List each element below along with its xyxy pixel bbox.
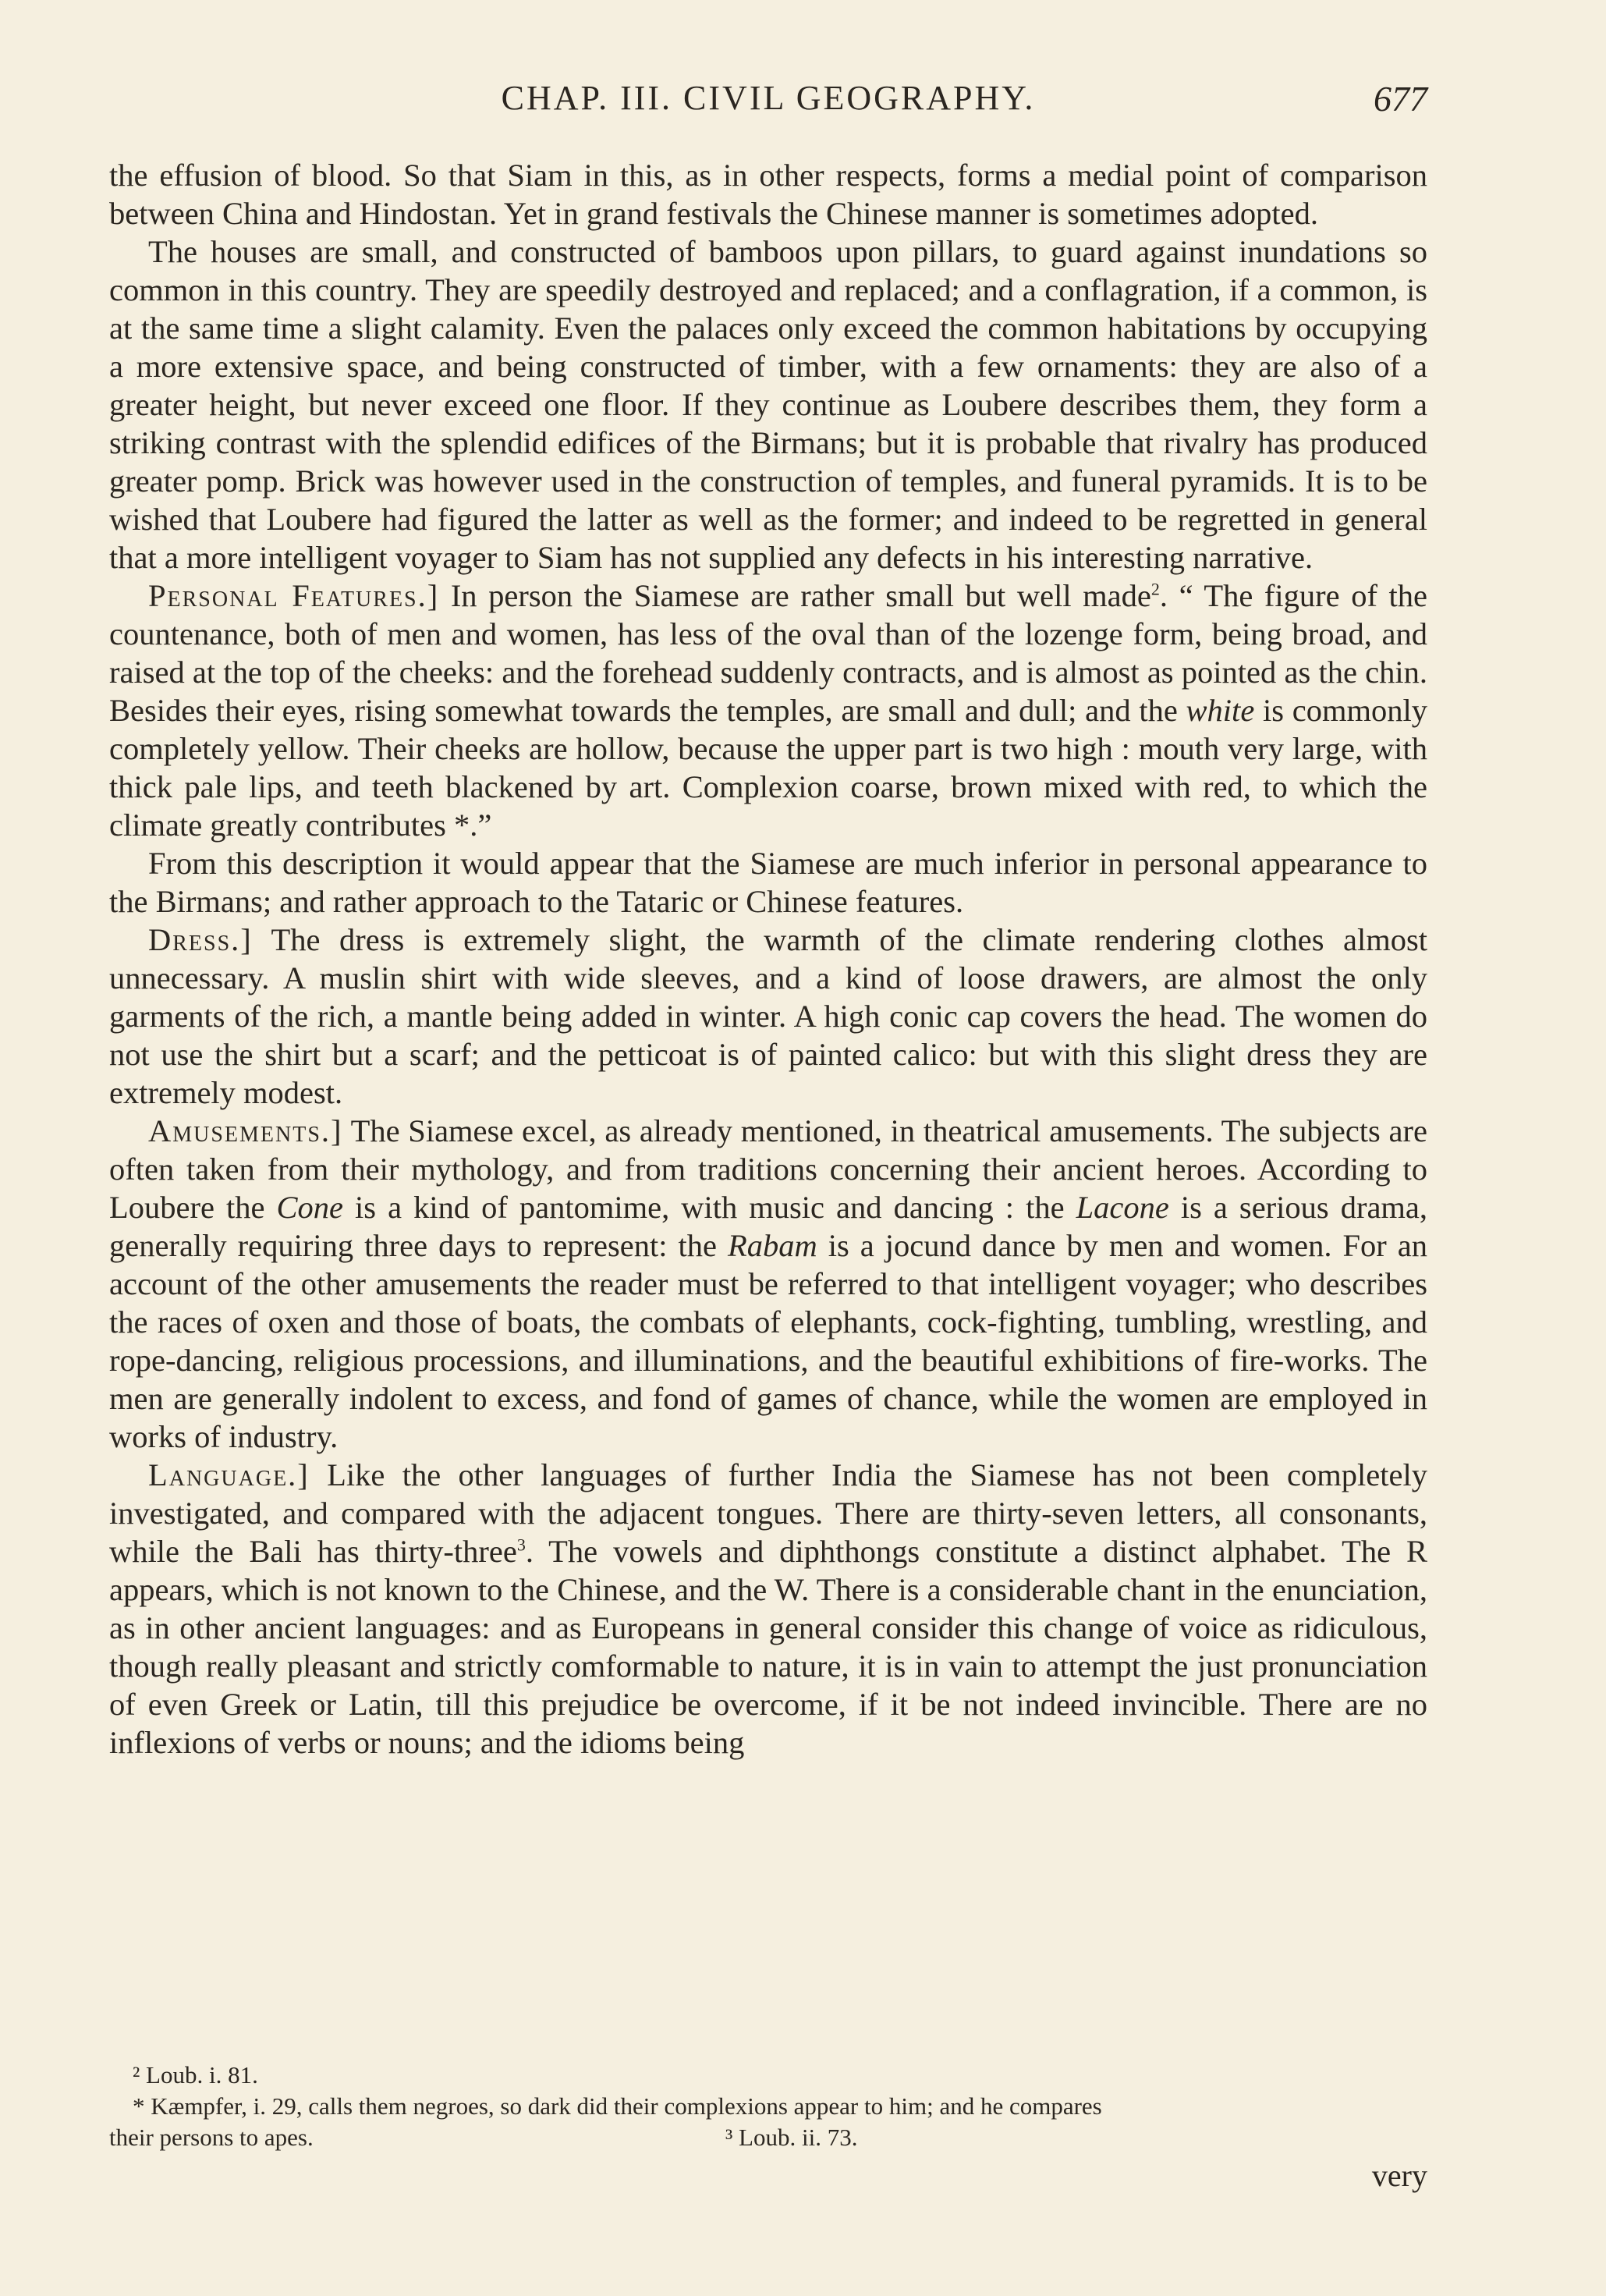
footnote-star: * Kæmpfer, i. 29, calls them negroes, so dark did their complexions appear to him; and he compares [133,2092,1102,2120]
paragraph-text: The dress is extremely slight, the warmth of the climate rendering clothes almost unnecessary. A muslin shirt with wide sleeves, and a kind of loose drawers, are almost the only garments of the rich, a mantle being added in winter. A high conic cap covers the head. The women do not use the shirt but a scarf; and the petticoat is of painted calico: but with this slight dress they are extremely modest. [109,922,1427,1110]
paragraph-language [109,1456,1427,1762]
italic-word: Rabam [728,1228,817,1263]
section-head-language: Language.] [148,1457,310,1492]
italic-word: white [1186,693,1255,728]
running-title: CHAP. III. CIVIL GEOGRAPHY. [501,79,1036,117]
footnote-ref-2: 2 [1150,579,1160,599]
paragraph-text: . “ The figure of the countenance, both of men and women, has less of the oval than of the lozenge form, being broad, and raised at the top of the cheeks: and the forehead suddenly contracts, and is almost as pointed as the chin. Besides their eyes, rising somewhat towards the temples, are small and dull; and the [109,578,1427,728]
section-head-personal-features: Personal Features.] [148,578,440,613]
paragraph-text: In person the Siamese are rather small but well made [439,578,1151,613]
catchword: very [1371,2158,1427,2193]
paragraph-text: is a kind of pantomime, with music and dancing : the [342,1190,1076,1225]
paragraph-text: Like the other languages of further India the Siamese has not been completely investigated, and compared with the adjacent tongues. There are thirty-seven letters, all consonants, while the Bali has thirty-three [109,1457,1427,1569]
page-number: 677 [1374,79,1427,119]
italic-word: Lacone [1076,1190,1169,1225]
paragraph-amusements [109,1112,1427,1456]
paragraph-dress [109,921,1427,1112]
paragraph-text: is a jocund dance by men and women. For an account of the other amusements the reader must be referred to that intelligent voyager; who describes the races of oxen and those of boats, the combats of elephants, cock-fighting, tumbling, wrestling, and rope-dancing, religious processions, and illuminations, and the beautiful exhibitions of fire-works. The men are generally indolent to excess, and fond of games of chance, while the women are employed in works of industry. [109,1228,1428,1454]
body-text [109,156,1427,1762]
footnotes [109,2060,1427,2153]
italic-word: Cone [276,1190,343,1225]
footnote-3: ³ Loub. ii. 73. [725,2124,858,2151]
paragraph-personal-features [109,577,1427,844]
paragraph-description: From this description it would appear that the Siamese are much inferior in personal appearance to the Birmans; and rather approach to the Tataric or Chinese features. [109,846,1427,919]
paragraph-effusion: the effusion of blood. So that Siam in this, as in other respects, forms a medial point of comparison between China and Hindostan. Yet in grand festivals the Chinese manner is sometimes adopted. [109,158,1427,231]
paragraph-text: The Siamese excel, as already mentioned, in theatrical amusements. The subjects are often taken from their mythology, and from traditions concerning their ancient heroes. According to Loubere the [109,1113,1427,1225]
paragraph-text: is commonly completely yellow. Their cheeks are hollow, because the upper part is two high : mouth very large, with thick pale lips, and teeth blackened by art. Complexion coarse, brown mixed with red, to which the climate greatly contributes *.” [109,693,1427,843]
paragraph-houses: The houses are small, and constructed of bamboos upon pillars, to guard against inundations so common in this country. They are speedily destroyed and replaced; and a conflagration, if a common, is at the same time a slight calamity. Even the palaces only exceed the common habitations by occupying a more extensive space, and being constructed of timber, with a few ornaments: they are also of a greater height, but never exceed one floor. If they continue as Loubere describes them, they form a striking contrast with the splendid edifices of the Birmans; but it is probable that rivalry has produced greater pomp. Brick was however used in the construction of temples, and funeral pyramids. It is to be wished that Loubere had figured the latter as well as the former; and indeed to be regretted in general that a more intelligent voyager to Siam has not supplied any defects in his interesting narrative. [109,234,1427,575]
paragraph-text: . The vowels and diphthongs constitute a distinct alphabet. The R appears, which is not known to the Chinese, and the W. There is a considerable chant in the enunciation, as in other ancient languages: and as Europeans in general consider this change of voice as ridiculous, though really pleasant and strictly comformable to nature, it is in vain to attempt the just pronunciation of even Greek or Latin, till this prejudice be overcome, if it be not indeed invincible. There are no inflexions of verbs or nouns; and the idioms being [109,1534,1427,1760]
footnote-row [109,2122,1427,2153]
footnote-star-end: their persons to apes. [109,2124,314,2151]
running-head [109,78,1427,133]
footnote-ref-3: 3 [516,1535,526,1555]
section-head-amusements: Amusements.] [148,1113,343,1148]
paragraph-text: is a serious drama, generally requiring three days to represent: the [109,1190,1428,1263]
section-head-dress: Dress.] [148,922,253,957]
footnote-2: ² Loub. i. 81. [133,2061,258,2088]
